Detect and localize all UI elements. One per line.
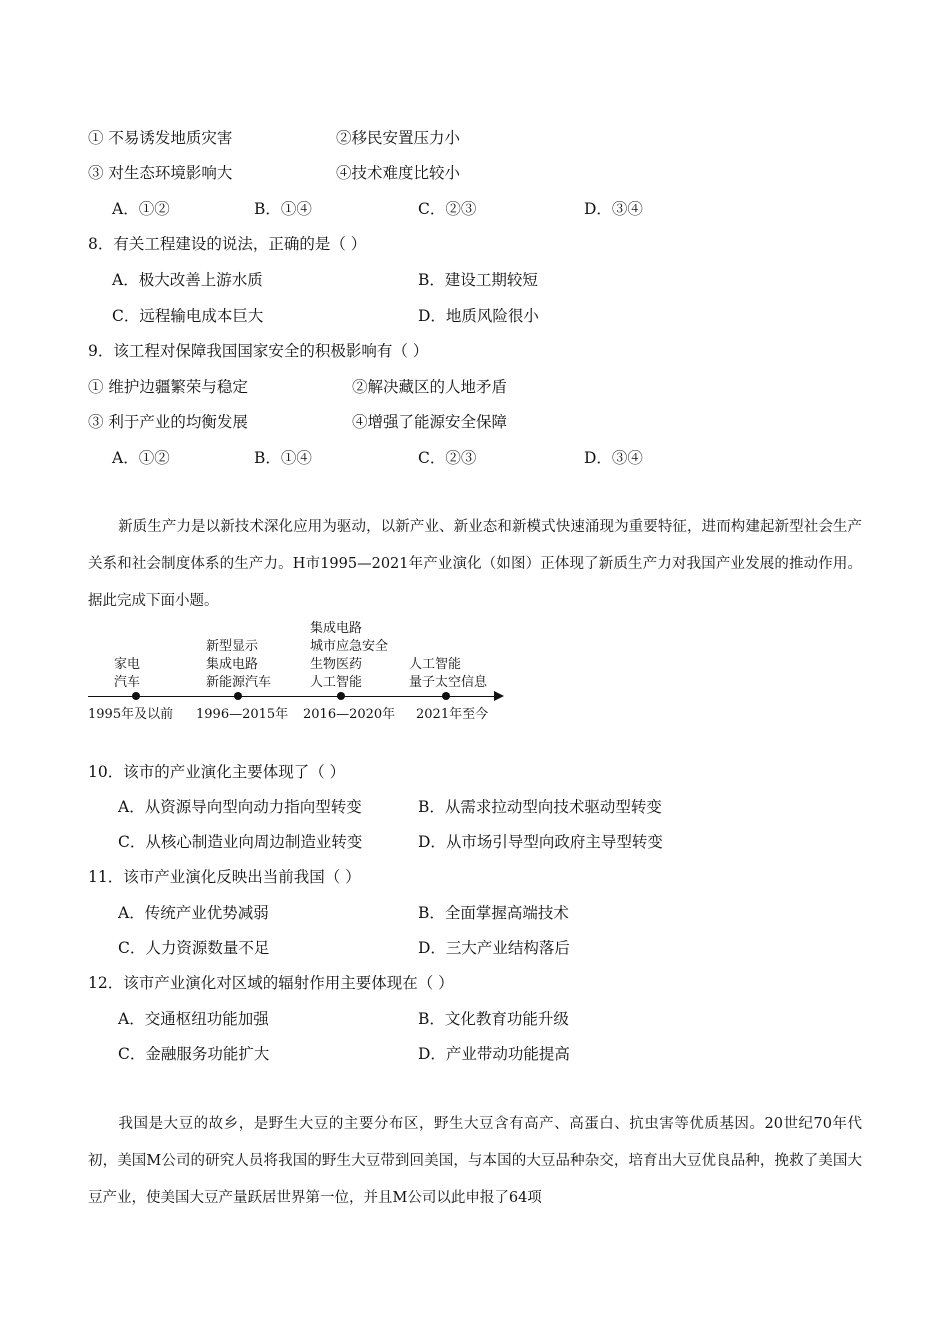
q12-option-a: A．交通枢纽功能加强 [118, 1010, 269, 1028]
timeline-industry: 量子太空信息 [409, 675, 488, 690]
q7-statement-1: ① 不易诱发地质灾害 [88, 129, 233, 147]
timeline-dot [442, 692, 450, 700]
timeline-industry: 生物医药 [310, 657, 363, 672]
q7-option-a: A．①② [112, 200, 170, 218]
q9-option-d: D．③④ [584, 449, 643, 467]
q10-option-a: A．从资源导向型向动力指向型转变 [118, 798, 362, 816]
timeline-period-label: 2016—2020年 [303, 707, 396, 722]
q11-option-a: A．传统产业优势减弱 [118, 904, 269, 922]
q9-option-c: C．②③ [418, 449, 477, 467]
timeline-dot [337, 692, 345, 700]
q9-stem: 9．该工程对保障我国国家安全的积极影响有（ ） [88, 342, 429, 360]
q9-statement-4: ④增强了能源安全保障 [352, 413, 508, 431]
q8-option-d: D．地质风险很小 [418, 307, 539, 325]
timeline-dot [132, 692, 140, 700]
q7-option-b: B．①④ [254, 200, 312, 218]
passage-soybean-text: 我国是大豆的故乡，是野生大豆的主要分布区，野生大豆含有高产、高蛋白、抗虫害等优质基因。20世纪70年代初，美国M公司的研究人员将我国的野生大豆带到回美国，与本国的大豆品种杂交，培育出大豆优良品种，挽救了美国大豆产业，使美国大豆产量跃居世界第一位，并且M公司以此申报了64项 [88, 1116, 862, 1206]
timeline-industries-period-1 [114, 656, 140, 692]
q7-statement-4: ④技术难度比较小 [336, 164, 461, 182]
q7-statement-2: ②移民安置压力小 [336, 129, 461, 147]
q8-option-a: A．极大改善上游水质 [112, 271, 263, 289]
timeline-dot [234, 692, 242, 700]
passage-soybean [88, 1106, 862, 1217]
timeline-period-label: 1995年及以前 [88, 707, 174, 722]
timeline-industry: 集成电路 [310, 621, 363, 636]
passage-new-productivity-text: 新质生产力是以新技术深化应用为驱动，以新产业、新业态和新模式快速涌现为重要特征，进而构建起新型社会生产关系和社会制度体系的生产力。H市1995—2021年产业演化（如图）正体现了新质生产力对我国产业发展的推动作用。据此完成下面小题。 [88, 519, 862, 609]
q7-option-d: D．③④ [584, 200, 643, 218]
passage-new-productivity [88, 509, 862, 620]
timeline-industry: 城市应急安全 [310, 639, 389, 654]
q11-option-d: D．三大产业结构落后 [418, 939, 570, 957]
timeline-industry: 人工智能 [409, 657, 462, 672]
q10-stem: 10．该市的产业演化主要体现了（ ） [88, 763, 346, 781]
timeline-industry: 人工智能 [310, 675, 363, 690]
q12-stem: 12．该市产业演化对区域的辐射作用主要体现在（ ） [88, 974, 454, 992]
q9-statement-2: ②解决藏区的人地矛盾 [352, 378, 508, 396]
q12-option-b: B．文化教育功能升级 [418, 1010, 569, 1028]
timeline-axis [88, 696, 496, 697]
timeline-industry: 家电 [114, 657, 141, 672]
q8-option-b: B．建设工期较短 [418, 271, 538, 289]
q9-statement-3: ③ 利于产业的均衡发展 [88, 413, 248, 431]
timeline-industries-period-2 [206, 638, 271, 692]
q7-statement-3: ③ 对生态环境影响大 [88, 164, 233, 182]
industry-evolution-timeline [88, 618, 518, 730]
q11-option-c: C．人力资源数量不足 [118, 939, 270, 957]
q12-option-d: D．产业带动功能提高 [418, 1045, 570, 1063]
q10-option-b: B．从需求拉动型向技术驱动型转变 [418, 798, 662, 816]
timeline-period-label: 2021年至今 [416, 707, 489, 722]
q11-option-b: B．全面掌握高端技术 [418, 904, 569, 922]
q8-option-c: C．远程输电成本巨大 [112, 307, 264, 325]
q9-option-b: B．①④ [254, 449, 312, 467]
timeline-industries-period-3 [310, 620, 388, 692]
q12-option-c: C．金融服务功能扩大 [118, 1045, 270, 1063]
q8-stem: 8．有关工程建设的说法，正确的是（ ） [88, 235, 367, 253]
q7-option-c: C．②③ [418, 200, 477, 218]
q9-statement-1: ① 维护边疆繁荣与稳定 [88, 378, 248, 396]
timeline-industry: 汽车 [114, 675, 141, 690]
timeline-industry: 新能源汽车 [206, 675, 272, 690]
timeline-arrow-icon [494, 691, 504, 701]
q10-option-d: D．从市场引导型向政府主导型转变 [418, 833, 663, 851]
timeline-industries-period-4 [409, 656, 487, 692]
timeline-industry: 新型显示 [206, 639, 259, 654]
timeline-industry: 集成电路 [206, 657, 259, 672]
q11-stem: 11．该市产业演化反映出当前我国（ ） [88, 868, 361, 886]
q10-option-c: C．从核心制造业向周边制造业转变 [118, 833, 363, 851]
timeline-period-label: 1996—2015年 [196, 707, 289, 722]
q9-option-a: A．①② [112, 449, 170, 467]
